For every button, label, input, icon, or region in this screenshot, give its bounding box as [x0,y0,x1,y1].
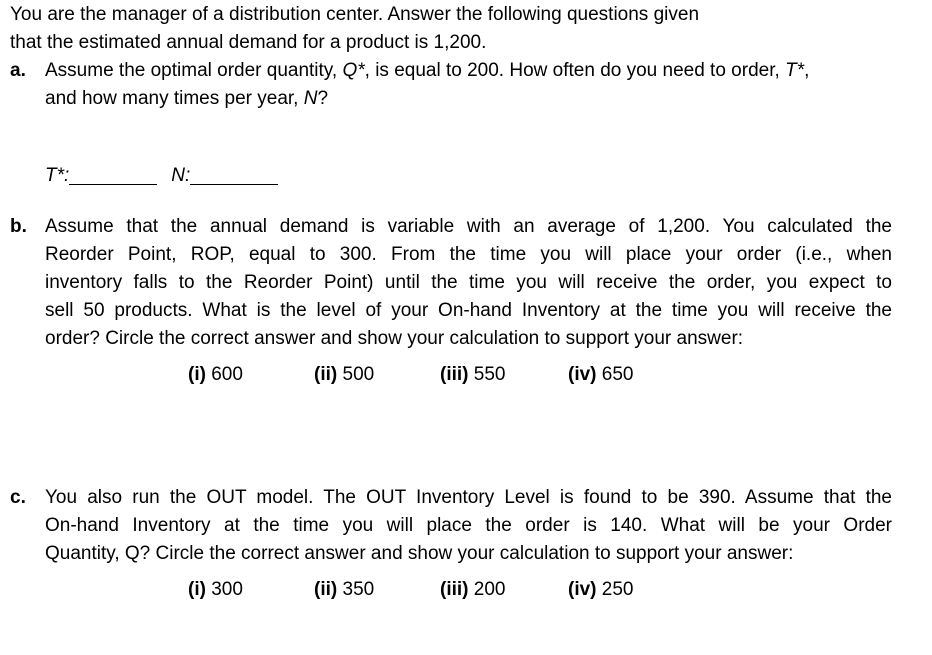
choice-value: 300 [211,579,243,600]
intro-paragraph [10,1,910,57]
question-text-line: inventory falls to the Reorder Point) until the time you will receive the order, you expect to [45,272,892,293]
question-text-line: and how many times per year, N? [45,88,329,109]
choice-number: (i) [188,364,206,385]
question-a [10,57,892,113]
choice-number: (i) [188,579,206,600]
choice-value: 600 [211,364,243,385]
choice-number: (iii) [440,579,469,600]
question-text-line: sell 50 products. What is the level of your On-hand Inventory at the time you will receive the [45,300,892,321]
question-c [10,484,892,568]
choice-number: (iv) [568,364,597,385]
n-answer-line[interactable] [190,164,278,185]
answer-blanks [45,162,278,190]
choice-value: 350 [342,579,375,600]
answer-choice[interactable] [440,361,505,389]
t-star-answer-line[interactable] [69,164,157,185]
answer-choice[interactable] [188,576,243,604]
answer-choice[interactable] [314,576,374,604]
question-text-line: Assume the optimal order quantity, Q*, is equal to 200. How often do you need to order, T*, [45,60,810,81]
choice-number: (ii) [314,579,338,600]
question-text-line: On-hand Inventory at the time you will place the order is 140. What will be your Order [45,515,892,536]
intro-line: You are the manager of a distribution center. Answer the following questions given [10,4,700,25]
t-star-label: T*: [45,165,70,186]
question-text-line: order? Circle the correct answer and show your calculation to support your answer: [45,328,744,349]
choice-number: (iii) [440,364,469,385]
question-text-line: You also run the OUT model. The OUT Inventory Level is found to be 390. Assume that the [45,487,892,508]
answer-choice[interactable] [440,576,505,604]
question-marker: c. [10,487,26,508]
choice-value: 250 [601,579,634,600]
choice-number: (iv) [568,579,597,600]
answer-choice[interactable] [568,576,633,604]
question-marker: b. [10,216,27,237]
question-text-line: Assume that the annual demand is variable with an average of 1,200. You calculated the [45,216,892,237]
question-marker: a. [10,60,26,81]
n-label: N: [171,165,191,186]
choice-value: 650 [601,364,634,385]
choice-value: 200 [473,579,506,600]
choice-number: (ii) [314,364,338,385]
answer-choice[interactable] [188,361,243,389]
question-text-line: Reorder Point, ROP, equal to 300. From the time you will place your order (i.e., when [45,244,892,265]
answer-choice[interactable] [568,361,633,389]
question-b [10,213,892,353]
question-text-line: Quantity, Q? Circle the correct answer and show your calculation to support your answer: [45,543,794,564]
answer-choice[interactable] [314,361,374,389]
choice-value: 500 [342,364,375,385]
intro-line: that the estimated annual demand for a product is 1,200. [10,32,487,53]
choice-value: 550 [473,364,506,385]
